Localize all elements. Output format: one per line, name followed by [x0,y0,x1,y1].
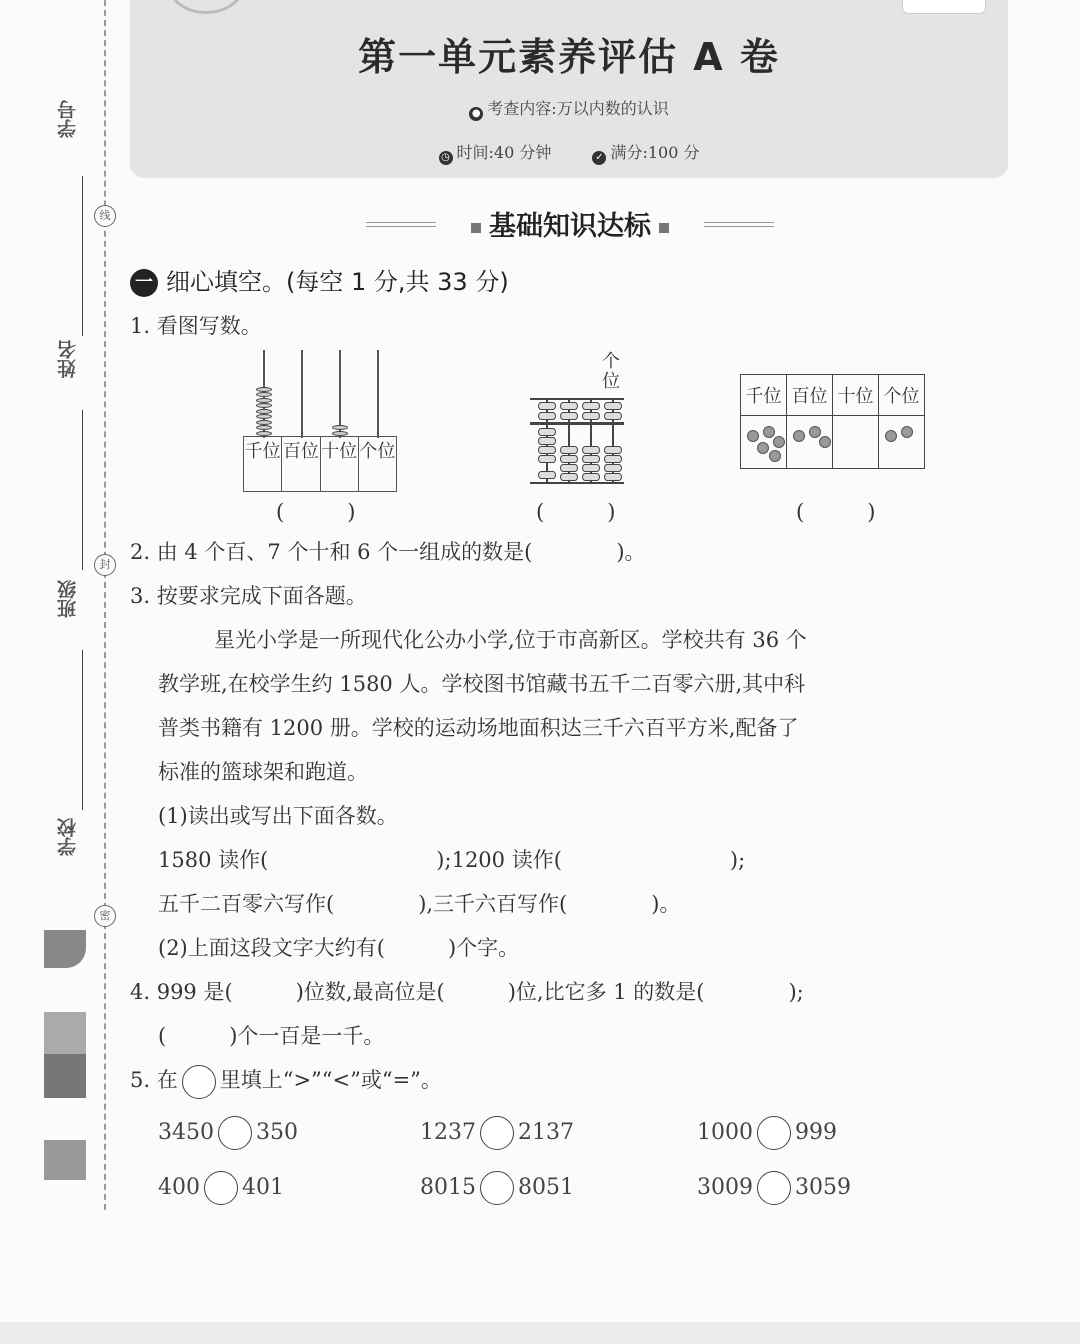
abacus-bead [560,446,578,454]
abacus-bead [604,464,622,472]
place-value-table [740,374,925,469]
ones-place-label: 个位 [602,351,620,392]
name-label: 姓名 [57,340,79,378]
abacus-rod [301,350,303,438]
abacus-bead [538,455,556,463]
abacus-bead [604,402,622,410]
class-line [82,650,83,810]
abacus-bead [560,402,578,410]
table-header: 百位 [787,375,833,416]
abacus-base [243,436,397,492]
abacus-bead [604,455,622,463]
student-number-label: 学号 [57,100,79,138]
abacus-bead [256,414,272,419]
compare-circle[interactable] [757,1116,791,1150]
bead-stack-tens [332,425,348,436]
abacus-bead [582,402,600,410]
counter-chip [773,436,785,448]
place-label: 十位 [321,437,359,491]
q2-text: 2. 由 4 个百、7 个十和 6 个一组成的数是( )。 [130,540,646,564]
table-header: 十位 [833,375,879,416]
exam-title: 第一单元素养评估 A 卷 [358,35,780,79]
compare-circle-sample [182,1065,216,1099]
passage-line: 普类书籍有 1200 册。学校的运动场地面积达三千六百平方米,配备了 [158,716,799,740]
abacus-bead [560,473,578,481]
chip-cell-hundreds [787,416,833,469]
abacus-bead [560,455,578,463]
bead-stack-thousands [256,387,272,437]
table-header: 个位 [879,375,925,416]
abacus-bead [256,409,272,414]
exam-scope: ● 考查内容:万以内数的认识 [130,96,1008,121]
place-label: 个位 [359,441,396,462]
chip-cell-thousands [741,416,787,469]
comparison-item: 3009 3059 [697,1171,851,1205]
counter-chip [793,430,805,442]
compare-circle[interactable] [480,1171,514,1205]
compare-circle[interactable] [480,1116,514,1150]
q3-sub1-line2: 五千二百零六写作( ),三千六百写作( )。 [158,892,681,916]
counter-chip [819,436,831,448]
clock-icon: ◷ [439,151,453,165]
comparison-item: 400 401 [158,1171,284,1205]
school-label: 学校 [57,818,79,856]
passage-line: 星光小学是一所现代化公办小学,位于市高新区。学校共有 36 个 [214,628,807,652]
cut-line [104,0,106,1210]
counter-chip [901,426,913,438]
abacus-bead [332,425,348,430]
chip-cell-ones [879,416,925,469]
abacus-bead [332,431,348,436]
q3-sub1-line1: 1580 读作( );1200 读作( ); [158,848,746,872]
q3-sub2: (2)上面这段文字大约有( )个字。 [158,936,520,960]
title-rule-left [366,222,436,227]
cut-mark-line: 线 [94,205,116,227]
comparison-item: 1000 999 [697,1116,837,1150]
abacus-frame [530,398,624,400]
abacus-bead [582,464,600,472]
student-number-line [82,176,83,336]
exam-meta [130,140,1008,165]
abacus-bead [582,446,600,454]
edge-tab-mark [44,930,86,968]
counter-chip [809,426,821,438]
passage-line: 标准的篮球架和跑道。 [158,760,368,784]
answer-blank[interactable]: ( ) [276,500,356,524]
abacus-bead [582,455,600,463]
exam-score: 满分:100 分 [610,143,700,162]
counter-chip [757,442,769,454]
answer-blank[interactable]: ( ) [796,500,876,524]
edge-tab-mark [44,1012,86,1054]
header-decoration [168,0,244,14]
q3-sub1: (1)读出或写出下面各数。 [158,804,398,828]
abacus-bead [256,392,272,397]
abacus-bead [256,425,272,430]
compare-circle[interactable] [218,1116,252,1150]
q4-line1: 4. 999 是( )位数,最高位是( )位,比它多 1 的数是( ); [130,980,804,1004]
q5-text: 5. 在 里填上“>”“<”或“=”。 [130,1064,442,1099]
abacus-bead [560,412,578,420]
section-title: 基础知识达标 [360,204,780,244]
title-rule-right [704,222,774,227]
place-label: 百位 [282,437,320,491]
square-icon [659,223,669,233]
counting-frame [243,350,397,492]
abacus-bead [582,412,600,420]
abacus-bead [604,446,622,454]
comparison-item: 8015 8051 [420,1171,574,1205]
table-header: 千位 [741,375,787,416]
abacus-bead [604,412,622,420]
counter-chip [769,450,781,462]
q3-text: 3. 按要求完成下面各题。 [130,584,367,608]
abacus-bead [538,471,556,479]
comparison-item: 3450 350 [158,1116,298,1150]
exam-header [130,0,1008,178]
cut-mark-seal: 封 [94,554,116,576]
counter-chip [747,430,759,442]
counter-chip [763,426,775,438]
abacus-rod [377,350,379,438]
page-bottom-edge [0,1322,1080,1344]
abacus-bead [256,403,272,408]
q1-text: 1. 看图写数。 [130,314,262,338]
abacus-bead [256,387,272,392]
abacus-bead [560,464,578,472]
check-icon: ✓ [592,151,606,165]
exam-time: 时间:40 分钟 [456,143,552,162]
edge-tab-mark [44,1054,86,1098]
q4-line2: ( )个一百是一千。 [158,1024,385,1048]
abacus-bead [256,431,272,436]
suanpan-abacus [528,352,628,492]
abacus-frame [530,482,624,484]
abacus-bead [538,446,556,454]
abacus-beam [530,422,624,425]
counter-chip [885,430,897,442]
compare-circle[interactable] [204,1171,238,1205]
abacus-bead [256,420,272,425]
question-group-heading: 一 细心填空。(每空 1 分,共 33 分) [130,262,509,297]
square-icon [471,223,481,233]
abacus-bead [604,473,622,481]
edge-tab-mark [44,1140,86,1180]
comparison-item: 1237 2137 [420,1116,574,1150]
abacus-bead [538,428,556,436]
compare-circle[interactable] [757,1171,791,1205]
passage-line: 教学班,在校学生约 1580 人。学校图书馆藏书五千二百零六册,其中科 [158,672,806,696]
magnifier-icon: ● [469,107,483,121]
score-box [902,0,986,14]
abacus-bead [582,473,600,481]
abacus-bead [538,412,556,420]
cut-mark-secret: 密 [94,905,116,927]
name-line [82,410,83,570]
abacus-bead [538,402,556,410]
class-label: 班级 [57,580,79,618]
place-label: 千位 [244,437,282,491]
chip-cell-tens [833,416,879,469]
answer-blank[interactable]: ( ) [536,500,616,524]
question-group-number: 一 [130,269,158,297]
abacus-bead [256,398,272,403]
abacus-bead [538,437,556,445]
